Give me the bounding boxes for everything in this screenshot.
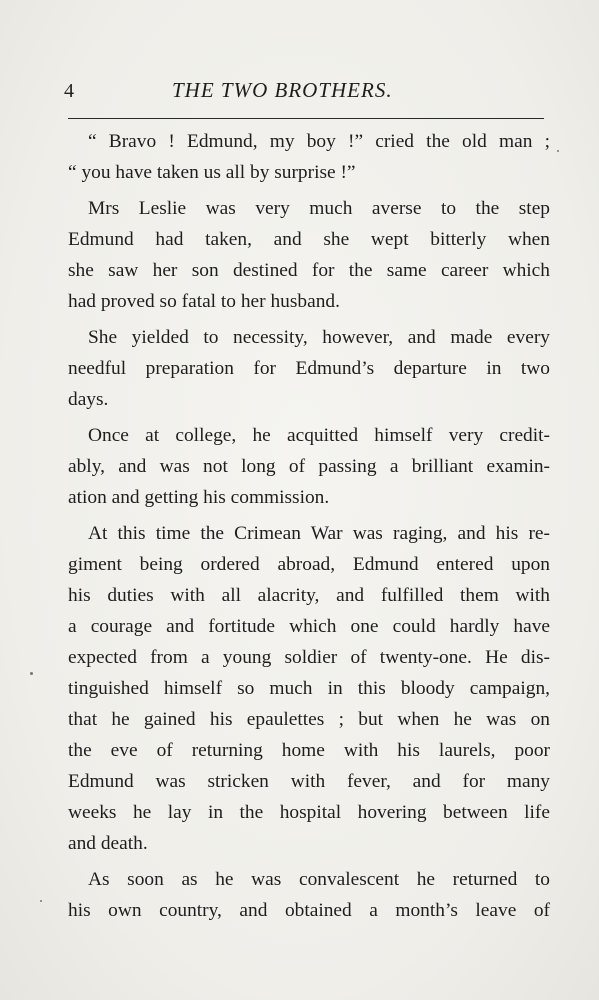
paper-speck (557, 150, 559, 152)
text-line: and death. (68, 833, 148, 854)
text-line: the eve of returning home with his laurels, poor (68, 740, 550, 761)
text-line: his duties with all alacrity, and fulfilled them with (68, 585, 550, 606)
text-line: a courage and fortitude which one could hardly have (68, 616, 550, 637)
text-line: she saw her son destined for the same career which (68, 260, 550, 281)
paper-speck (40, 900, 42, 902)
text-line: Once at college, he acquitted himself very credit- (88, 425, 550, 446)
text-line: days. (68, 389, 109, 410)
text-line: expected from a young soldier of twenty-one. He dis- (68, 647, 550, 668)
text-line: At this time the Crimean War was raging, and his re- (88, 523, 550, 544)
text-line: weeks he lay in the hospital hovering between life (68, 802, 550, 823)
text-line: “ Bravo ! Edmund, my boy !” cried the old man ; (88, 131, 550, 152)
text-line: Mrs Leslie was very much averse to the step (88, 198, 550, 219)
text-line: She yielded to necessity, however, and made every (88, 327, 550, 348)
text-line: Edmund was stricken with fever, and for many (68, 771, 550, 792)
text-line: tinguished himself so much in this bloody campaign, (68, 678, 550, 699)
header-rule (68, 118, 544, 119)
text-line: Edmund had taken, and she wept bitterly when (68, 229, 550, 250)
page-number: 4 (64, 80, 74, 102)
text-line: As soon as he was convalescent he returned to (88, 869, 550, 890)
text-line: that he gained his epaulettes ; but when he was on (68, 709, 550, 730)
running-title: THE TWO BROTHERS. (172, 78, 393, 102)
text-line: ably, and was not long of passing a brilliant examin- (68, 456, 550, 477)
paper-speck (30, 672, 33, 675)
body-text (68, 126, 550, 926)
text-line: needful preparation for Edmund’s departure in two (68, 358, 550, 379)
text-line: “ you have taken us all by surprise !” (68, 162, 356, 183)
text-line: had proved so fatal to her husband. (68, 291, 340, 312)
text-line: giment being ordered abroad, Edmund entered upon (68, 554, 550, 575)
page-header (64, 76, 550, 110)
text-line: ation and getting his commission. (68, 487, 330, 508)
text-line: his own country, and obtained a month’s leave of (68, 900, 550, 921)
